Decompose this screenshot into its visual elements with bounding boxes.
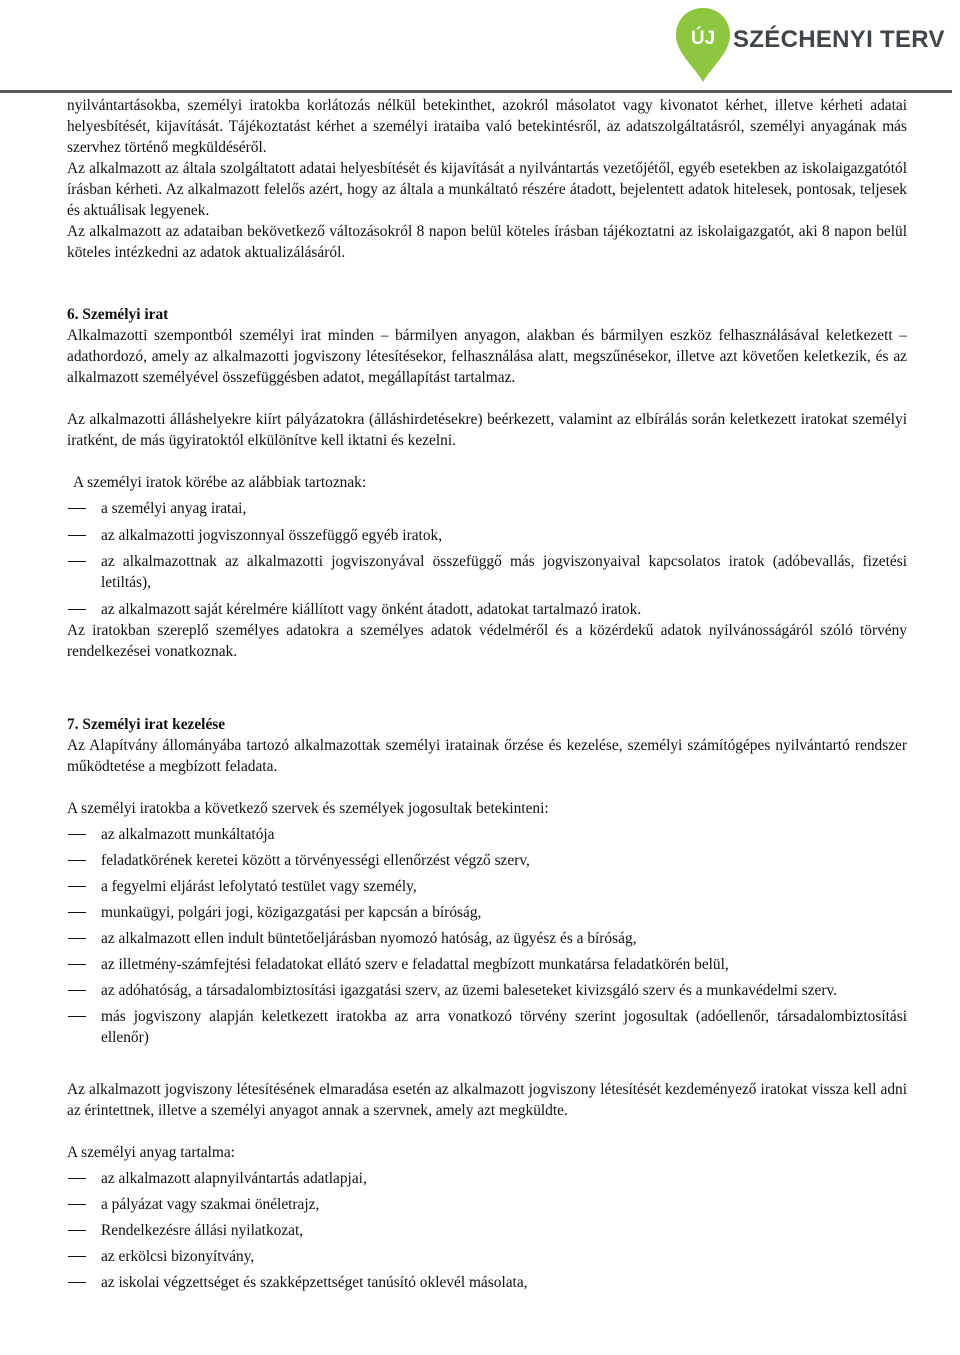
list-item: a fegyelmi eljárást lefolytató testület vagy személy, [67, 876, 907, 897]
list-item: az alkalmazott ellen indult büntetőeljárásban nyomozó hatóság, az ügyész és a bíróság, [67, 928, 907, 949]
section-6-paragraph-3: Az iratokban szereplő személyes adatokra a személyes adatok védelméről és a közérdekű adatok nyilvánosságáról szóló törvény rendelkezései vonatkoznak. [67, 621, 907, 660]
list-item: a pályázat vagy szakmai önéletrajz, [67, 1194, 907, 1215]
section-6-list [67, 498, 907, 620]
list-item: az adóhatóság, a társadalombiztosítási igazgatási szerv, az üzemi baleseteket kivizsgáló szerv és a munkavédelmi szerv. [67, 980, 907, 1001]
section-7-paragraph-1: Az Alapítvány állományába tartozó alkalmazottak személyi iratainak őrzése és kezelése, személyi számítógépes nyilvántartó rendszer működtetése a megbízott feladata. [67, 736, 907, 775]
section-7-paragraph-2: Az alkalmazott jogviszony létesítésének elmaradása esetén az alkalmazott jogviszony létesítését kezdeményező iratokat vissza kell adni az érintettnek, illetve a személyi anyagot annak a szervnek, amely azt megküldte. [67, 1080, 907, 1119]
header-divider [0, 90, 952, 93]
list-item: munkaügyi, polgári jogi, közigazgatási per kapcsán a bíróság, [67, 902, 907, 923]
list-item: a személyi anyag iratai, [67, 498, 907, 519]
document-body [67, 95, 907, 1298]
section-6-heading: 6. Személyi irat [67, 306, 169, 323]
list-item: Rendelkezésre állási nyilatkozat, [67, 1220, 907, 1241]
list-item: az alkalmazotti jogviszonnyal összefüggő egyéb iratok, [67, 525, 907, 546]
intro-paragraph-3: Az alkalmazott az adataiban bekövetkező változásokról 8 napon belül köteles írásban tájékoztatni az iskolaigazgatót, aki 8 napon belül köteles intézkedni az adatok aktualizálásáról. [67, 223, 907, 261]
list-item: az alkalmazott saját kérelmére kiállított vagy önként átadott, adatokat tartalmazó iratok. [67, 599, 907, 620]
section-6-paragraph-2: Az alkalmazotti álláshelyekre kiírt pályázatokra (álláshirdetésekre) beérkezett, valamint az elbírálás során keletkezett iratokat személyi iratként, de más ügyiratoktól elkülönítve kell iktatni és kezelni. [67, 411, 907, 449]
list-item: az alkalmazott alapnyilvántartás adatlapjai, [67, 1168, 907, 1189]
logo-text: SZÉCHENYI TERV [733, 26, 945, 53]
section-7-heading: 7. Személyi irat kezelése [67, 715, 226, 733]
personal-file-content-list [67, 1168, 907, 1293]
list-item: az alkalmazott munkáltatója [67, 824, 907, 845]
logo-pin-icon [674, 6, 734, 86]
list-item: az iskolai végzettséget és szakképzettséget tanúsító oklevél másolata, [67, 1272, 907, 1293]
list-item: az alkalmazottnak az alkalmazotti jogviszonyával összefüggő más jogviszonyaival kapcsolatos iratok (adóbevallás, fizetési letiltás), [67, 551, 907, 593]
page-header [0, 0, 960, 96]
list-item: az illetmény-számfejtési feladatokat ellátó szerv e feladattal megbízott munkatársa feladatkörén belül, [67, 954, 907, 975]
intro-paragraph-1: nyilvántartásokba, személyi iratokba korlátozás nélkül betekinthet, azokról másolatot vagy kivonatot kérhet, illetve kérheti adatai helyesbítését, kijavítását. Tájékoztatást kérhet a személyi irataiba való betekintésről, az adatszolgáltatásról, személyi anyagának más szervhez történő megküldéséről. [67, 97, 907, 156]
intro-paragraph-2: Az alkalmazott az általa szolgáltatott adatai helyesbítését és kijavítását a nyilvántartás vezetőjétől, egyéb esetekben az iskolaigazgatótól írásban kérheti. Az alkalmazott felelős azért, hogy az általa a munkáltató részére átadott, bejelentett adatok hitelesek, pontosak, teljesek és aktuálisak legyenek. [67, 160, 907, 219]
section-6-paragraph-1: Alkalmazotti szempontból személyi irat minden – bármilyen anyagon, alakban és bármilyen eszköz felhasználásával keletkezett – adathordozó, amely az alkalmazotti jogviszony létesítésekor, felhasználása alatt, megszűnésekor, illetve azt követően keletkezik, és az alkalmazott személyével összefüggésben adatot, megállapítást tartalmaz. [67, 327, 907, 386]
logo-badge-text: ÚJ [690, 28, 716, 49]
section-7-list [67, 824, 907, 1048]
section-7-list-intro: A személyi iratokba a következő szervek és személyek jogosultak betekinteni: [67, 799, 549, 817]
list-item: más jogviszony alapján keletkezett iratokba az arra vonatkozó törvény szerint jogosultak (adóellenőr, társadalombiztosítási ellenőr) [67, 1006, 907, 1048]
section-6-list-intro: A személyi iratok körébe az alábbiak tartoznak: [73, 474, 367, 491]
list-item: feladatkörének keretei között a törvényességi ellenőrzést végző szerv, [67, 850, 907, 871]
list-item: az erkölcsi bizonyítvány, [67, 1246, 907, 1267]
personal-file-content-intro: A személyi anyag tartalma: [67, 1143, 235, 1161]
szechenyi-terv-logo [674, 6, 945, 86]
